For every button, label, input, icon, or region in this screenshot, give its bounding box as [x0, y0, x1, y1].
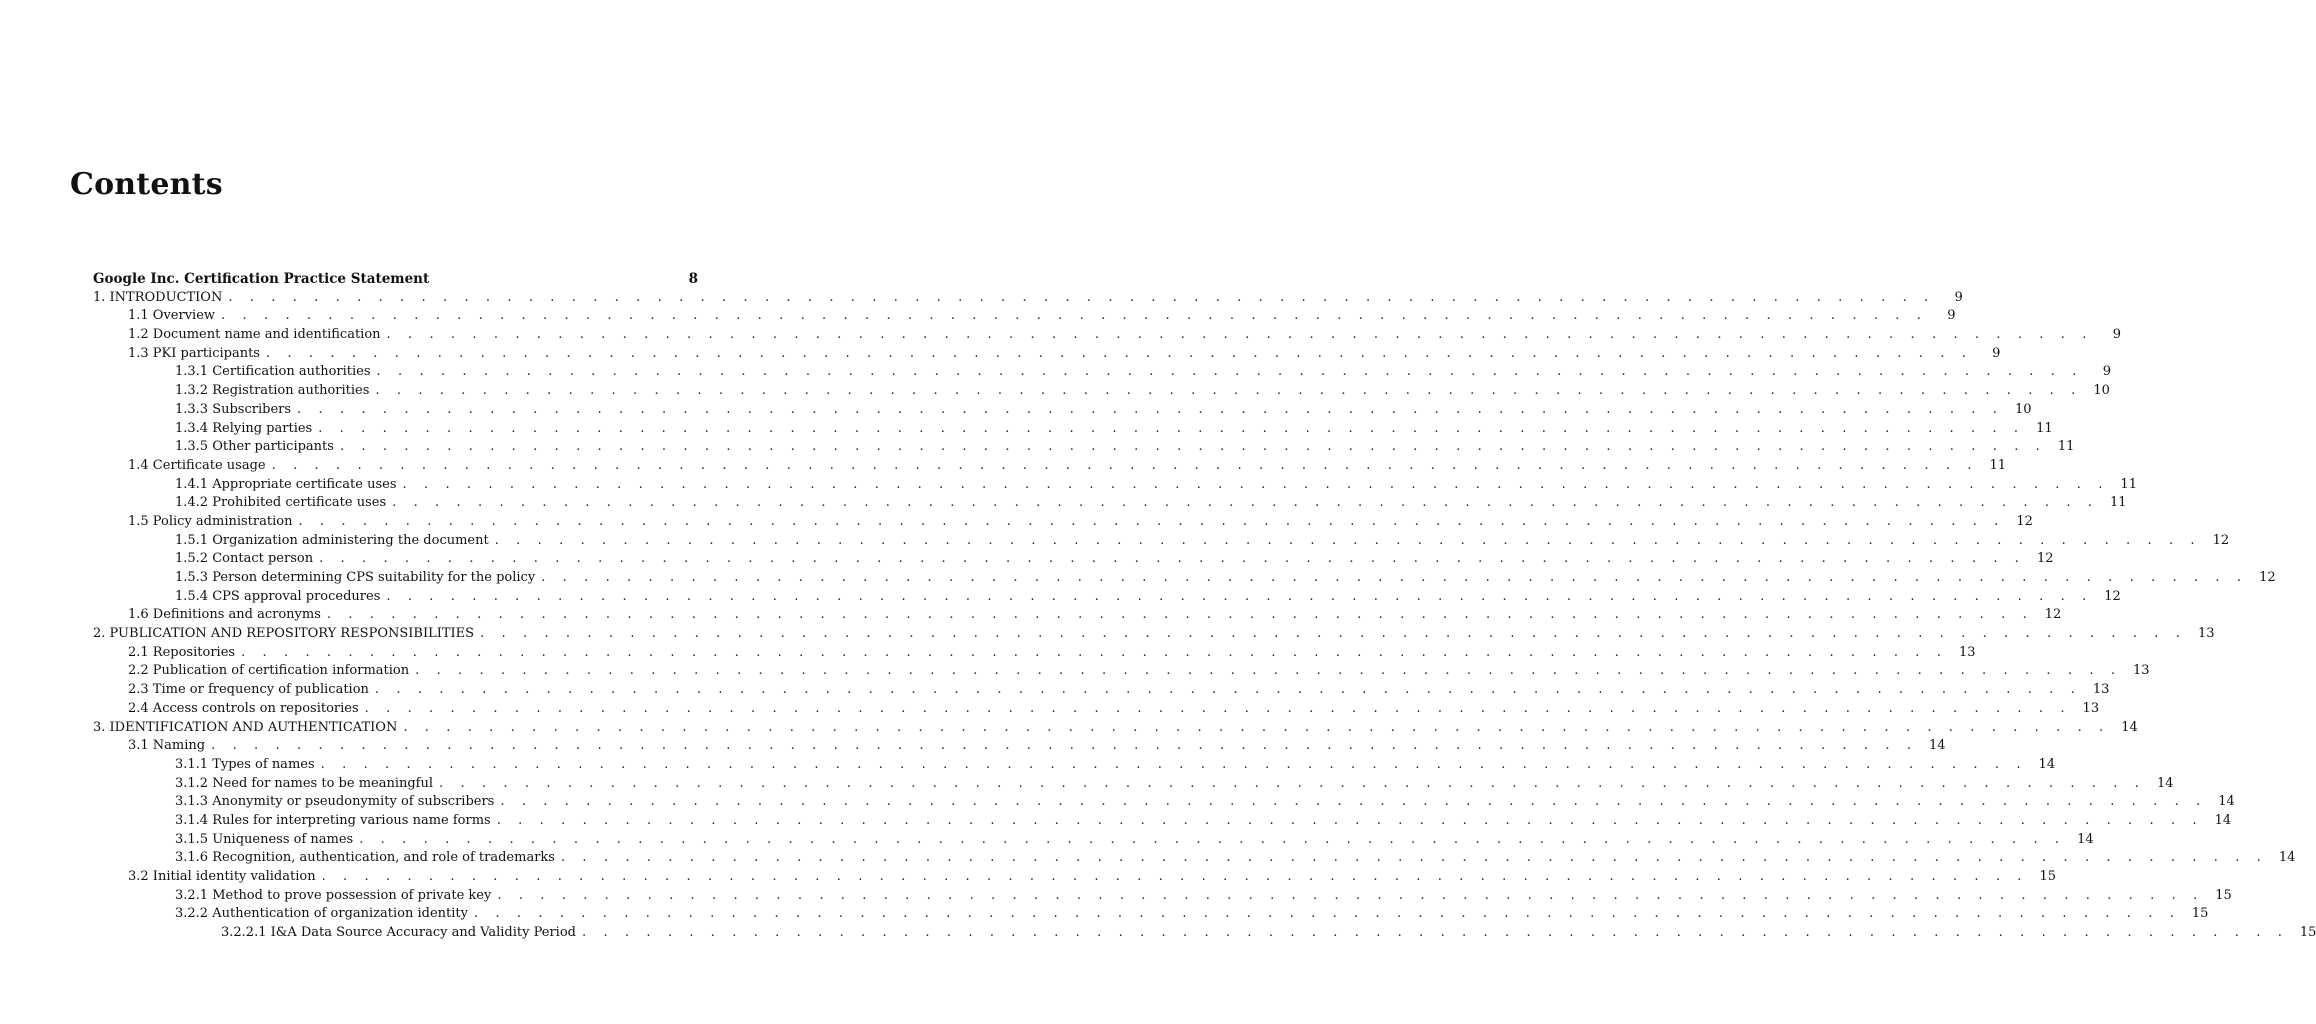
dot-leader: . . . . . . . . . . . . . . . . . . . . . . . . . . . . . . . . . . . . . . . . . . . . . . . . . . . . . . . . . . . . . . . . . . . . . . . . . . . . . . . .	[496, 812, 2204, 828]
dot-leader: . . . . . . . . . . . . . . . . . . . . . . . . . . . . . . . . . . . . . . . . . . . . . . . . . . . . . . . . . . . . . . . . . . . . . . . . . . . . . . . .	[402, 476, 2109, 492]
toc-entry-page-number: 9	[2102, 364, 2111, 380]
toc-entry-page-number: 13	[2082, 700, 2100, 716]
toc-entry-page-number: 15	[2299, 925, 2316, 941]
toc-entry-title: 1.3.3 Subscribers	[175, 401, 292, 417]
dot-leader: . . . . . . . . . . . . . . . . . . . . . . . . . . . . . . . . . . . . . . . . . . . . . . . . . . . . . . . . . . . . . . . . . . . . . . . . . . . . . . . .	[375, 383, 2082, 399]
toc-entry[interactable]	[93, 831, 2094, 850]
toc-entry[interactable]	[93, 382, 2110, 401]
toc-entry-title: 1.5 Policy administration	[128, 513, 293, 529]
toc-entry[interactable]	[93, 849, 2296, 868]
toc-entry-title: 1.3.2 Registration authorities	[175, 383, 370, 399]
dot-leader: . . . . . . . . . . . . . . . . . . . . . . . . . . . . . . . . . . . . . . . . . . . . . . . . . . . . . . . . . . . . . . . . . . . . . . . . . . . . . . . .	[228, 289, 1935, 305]
toc-entry-title: 3.2 Initial identity validation	[128, 869, 316, 884]
toc-entry-title: 1.4.2 Prohibited certificate uses	[175, 495, 387, 511]
dot-leader: . . . . . . . . . . . . . . . . . . . . . . . . . . . . . . . . . . . . . . . . . . . . . . . . . . . . . . . . . . . . . . . . . . . . . . . . . . . . . . . .	[318, 420, 2025, 436]
toc-entry[interactable]	[93, 756, 2056, 775]
toc-entry-title: 2.4 Access controls on repositories	[128, 700, 359, 716]
toc-entry-page-number: 9	[1947, 308, 1956, 324]
dot-leader: . . . . . . . . . . . . . . . . . . . . . . . . . . . . . . . . . . . . . . . . . . . . . . . . . . . . . . . . . . . . . . . . . . . . . . . . . . . . . . . .	[494, 532, 2202, 548]
dot-leader: . . . . . . . . . . . . . . . . . . . . . . . . . . . . . . . . . . . . . . . . . . . . . . . . . . . . . . . . . . . . . . . . . . . . . . . . . . . . . . . .	[359, 831, 2066, 847]
toc-entry-title: 3.1.4 Rules for interpreting various name forms	[175, 812, 491, 828]
dot-leader: . . . . . . . . . . . . . . . . . . . . . . . . . . . . . . . . . . . . . . . . . . . . . . . . . . . . . . . . . . . . . . . . . . . . . . . . . . . . . . . .	[541, 570, 2248, 585]
toc-entry-page-number: 14	[2121, 719, 2138, 735]
toc-entry[interactable]	[93, 606, 2062, 625]
toc-entry-title: 1.6 Definitions and acronyms	[128, 607, 321, 623]
toc-entry-title: 2. PUBLICATION AND REPOSITORY RESPONSIBILITIES	[93, 626, 475, 642]
toc-entry-title: 1.4.1 Appropriate certificate uses	[175, 476, 397, 492]
toc-entry-title: 1.3.1 Certification authorities	[175, 364, 371, 380]
toc-entry-title: 1.3 PKI participants	[128, 345, 260, 361]
toc-entry[interactable]	[93, 868, 2057, 887]
dot-leader: . . . . . . . . . . . . . . . . . . . . . . . . . . . . . . . . . . . . . . . . . . . . . . . . . . . . . . . . . . . . . . . . . . . . . . . . . . . . . . . .	[560, 850, 2268, 866]
dot-leader: . . . . . . . . . . . . . . . . . . . . . . . . . . . . . . . . . . . . . . . . . . . . . . . . . . . . . . . . . . . . . . . . . . . . . . . . . . . . . . . .	[364, 700, 2072, 716]
dot-leader: . . . . . . . . . . . . . . . . . . . . . . . . . . . . . . . . . . . . . . . . . . . . . . . . . . . . . . . . . . . . . . . . . . . . . . . . . . . . . . . .	[319, 551, 2026, 567]
toc-entry-title: 3.1.2 Need for names to be meaningful	[175, 775, 434, 791]
toc-entry-title: 1.5.1 Organization administering the document	[175, 532, 489, 548]
dot-leader: . . . . . . . . . . . . . . . . . . . . . . . . . . . . . . . . . . . . . . . . . . . . . . . . . . . . . . . . . . . . . . . . . . . . . . . . . . . . . . . .	[320, 756, 2028, 772]
toc-entry[interactable]	[93, 737, 1946, 756]
toc-entry-page-number: 14	[2038, 756, 2056, 772]
toc-entry-title: 1.1 Overview	[128, 308, 216, 324]
toc-entry[interactable]	[93, 345, 2001, 364]
toc-entry-page-number: 13	[2197, 626, 2215, 642]
toc-entry[interactable]	[93, 420, 2053, 439]
page-title: Contents	[70, 167, 223, 202]
toc-entry[interactable]	[93, 719, 2138, 738]
dot-leader: . . . . . . . . . . . . . . . . . . . . . . . . . . . . . . . . . . . . . . . . . . . . . . . . . . . . . . . . . . . . . . . . . . . . . . . . . . . . . . . .	[221, 308, 1928, 324]
toc-entry-page-number: 9	[1954, 289, 1963, 305]
toc-entry[interactable]	[93, 625, 2215, 644]
toc-entry[interactable]	[93, 307, 1956, 326]
toc-entry[interactable]	[93, 588, 2121, 607]
toc-entry[interactable]	[93, 401, 2032, 420]
toc-entry-title: 3.1.1 Types of names	[175, 756, 315, 772]
dot-leader: . . . . . . . . . . . . . . . . . . . . . . . . . . . . . . . . . . . . . . . . . . . . . . . . . . . . . . . . . . . . . . . . . . . . . . . . . . . . . . . .	[480, 626, 2187, 642]
toc-entry-page-number: 14	[1929, 738, 1946, 754]
toc-entry-page-number: 13	[2133, 663, 2150, 679]
toc-entry[interactable]	[93, 289, 1963, 308]
toc-entry[interactable]	[93, 681, 2110, 700]
toc-entry-title: 3.1.5 Uniqueness of names	[175, 831, 354, 847]
toc-entry-title: 1.3.4 Relying parties	[175, 420, 313, 436]
toc-entry[interactable]	[93, 924, 2316, 943]
toc-entry-title: 1.5.2 Contact person	[175, 551, 314, 567]
toc-entry-title: 3.2.1 Method to prove possession of private key	[175, 887, 492, 903]
toc-entry-title: 1.4 Certificate usage	[128, 457, 266, 473]
toc-entry-title: 3.2.2 Authentication of organization identity	[175, 906, 468, 922]
toc-entry[interactable]	[93, 700, 2100, 719]
toc-entry-page-number: 12	[2104, 588, 2121, 604]
toc-entry[interactable]	[93, 644, 1976, 663]
toc-entry-title: 2.2 Publication of certification information	[128, 663, 410, 679]
toc-entry-page-number: 9	[2112, 327, 2121, 343]
toc-entry[interactable]	[93, 569, 2276, 588]
toc-entry-page-number: 14	[2156, 775, 2174, 791]
toc-entry-title: 1.3.5 Other participants	[175, 439, 334, 455]
toc-entry-title: 2.1 Repositories	[128, 644, 236, 660]
dot-leader: . . . . . . . . . . . . . . . . . . . . . . . . . . . . . . . . . . . . . . . . . . . . . . . . . . . . . . . . . . . . . . . . . . . . . . . . . . . . . . . .	[265, 345, 1973, 361]
toc-entry-page-number: 15	[2215, 887, 2232, 903]
toc-entry-page-number: 13	[1958, 644, 1976, 660]
toc-entry[interactable]	[93, 494, 2127, 513]
toc-entry-title: 1.5.3 Person determining CPS suitability for the policy	[175, 570, 536, 585]
dot-leader: . . . . . . . . . . . . . . . . . . . . . . . . . . . . . . . . . . . . . . . . . . . . . . . . . . . . . . . . . . . . . . . . . . . . . . . . . . . . . . . .	[497, 887, 2204, 903]
dot-leader: . . . . . . . . . . . . . . . . . . . . . . . . . . . . . . . . . . . . . . . . . . . . . . . . . . . . . . . . . . . . . . . . . . . . . . . . . . . . . . . .	[392, 495, 2099, 511]
toc-entry-page-number: 11	[2036, 420, 2053, 436]
toc-entry[interactable]	[93, 793, 2235, 812]
dot-leader: . . . . . . . . . . . . . . . . . . . . . . . . . . . . . . . . . . . . . . . . . . . . . . . . . . . . . . . . . . . . . . . . . . . . . . . . . . . . . . . .	[211, 738, 1918, 754]
toc-entry-page-number: 14	[2077, 831, 2094, 847]
toc-entry-page-number: 10	[2093, 383, 2110, 399]
dot-leader: . . . . . . . . . . . . . . . . . . . . . . . . . . . . . . . . . . . . . . . . . . . . . . . . . . . . . . . . . . . . . . . . . . . . . . . . . . . . . . . .	[473, 906, 2181, 922]
dot-leader: . . . . . . . . . . . . . . . . . . . . . . . . . . . . . . . . . . . . . . . . . . . . . . . . . . . . . . . . . . . . . . . . . . . . . . . . . . . . . . . .	[271, 457, 1979, 473]
toc-entry-title: 3.1.3 Anonymity or pseudonymity of subscribers	[175, 794, 495, 810]
toc-entry[interactable]	[93, 363, 2111, 382]
dot-leader: . . . . . . . . . . . . . . . . . . . . . . . . . . . . . . . . . . . . . . . . . . . . . . . . . . . . . . . . . . . . . . . . . . . . . . . . . . . . . . . .	[241, 644, 1948, 660]
dot-leader: . . . . . . . . . . . . . . . . . . . . . . . . . . . . . . . . . . . . . . . . . . . . . . . . . . . . . . . . . . . . . . . . . . . . . . . . . . . . . . . .	[326, 607, 2034, 623]
dot-leader: . . . . . . . . . . . . . . . . . . . . . . . . . . . . . . . . . . . . . . . . . . . . . . . . . . . . . . . . . . . . . . . . . . . . . . . . . . . . . . . .	[297, 401, 2004, 417]
toc-entry-title: 3. IDENTIFICATION AND AUTHENTICATION	[93, 719, 398, 735]
toc-entry[interactable]	[93, 532, 2230, 551]
dot-leader: . . . . . . . . . . . . . . . . . . . . . . . . . . . . . . . . . . . . . . . . . . . . . . . . . . . . . . . . . . . . . . . . . . . . . . . . . . . . . . . .	[415, 663, 2122, 679]
toc-entry[interactable]	[93, 905, 2209, 924]
toc-entry[interactable]	[93, 438, 2075, 457]
dot-leader: . . . . . . . . . . . . . . . . . . . . . . . . . . . . . . . . . . . . . . . . . . . . . . . . . . . . . . . . . . . . . . . . . . . . . . . . . . . . . . . .	[439, 775, 2146, 791]
toc-entry-page-number: 12	[2044, 607, 2062, 623]
toc-entry-title: 1.5.4 CPS approval procedures	[175, 588, 381, 604]
toc-entry-title: 3.1.6 Recognition, authentication, and role of trademarks	[175, 850, 555, 866]
toc-entry-page-number: 13	[2092, 682, 2110, 698]
toc-entry[interactable]	[93, 270, 698, 289]
dot-leader: . . . . . . . . . . . . . . . . . . . . . . . . . . . . . . . . . . . . . . . . . . . . . . . . . . . . . . . . . . . . . . . . . . . . . . . . . . . . . . . .	[376, 364, 2083, 380]
toc-entry-page-number: 15	[2039, 869, 2057, 884]
dot-leader: . . . . . . . . . . . . . . . . . . . . . . . . . . . . . . . . . . . . . . . . . . . . . . . . . . . . . . . . . . . . . . . . . . . . . . . . . . . . . . . .	[403, 719, 2110, 735]
toc-entry[interactable]	[93, 662, 2150, 681]
toc-entry[interactable]	[93, 476, 2137, 495]
toc-entry[interactable]	[93, 326, 2121, 345]
toc-entry-title: 3.1 Naming	[128, 738, 206, 754]
toc-entry-page-number: 12	[2212, 532, 2230, 548]
dot-leader: . . . . . . . . . . . . . . . . . . . . . . . . . . . . . . . . . . . . . . . . . . . . . . . . . . . . . . . . . . . . . . . . . . . . . . . . . . . . . . . .	[321, 869, 2029, 884]
toc-entry-page-number: 14	[2218, 794, 2235, 810]
dot-leader: . . . . . . . . . . . . . . . . . . . . . . . . . . . . . . . . . . . . . . . . . . . . . . . . . . . . . . . . . . . . . . . . . . . . . . . . . . . . . . . .	[374, 682, 2082, 698]
toc-entry-page-number: 11	[2110, 495, 2127, 511]
dot-leader: . . . . . . . . . . . . . . . . . . . . . . . . . . . . . . . . . . . . . . . . . . . . . . . . . . . . . . . . . . . . . . . . . . . . . . . . . . . . . . . .	[298, 513, 2005, 529]
toc-entry-page-number: 15	[2191, 906, 2209, 922]
toc-entry-page-number: 11	[2120, 476, 2137, 492]
toc-entry-page-number: 12	[2259, 570, 2276, 585]
toc-entry-page-number: 14	[2278, 850, 2296, 866]
dot-leader: . . . . . . . . . . . . . . . . . . . . . . . . . . . . . . . . . . . . . . . . . . . . . . . . . . . . . . . . . . . . . . . . . . . . . . . . . . . . . . . .	[386, 588, 2093, 604]
dot-leader: . . . . . . . . . . . . . . . . . . . . . . . . . . . . . . . . . . . . . . . . . . . . . . . . . . . . . . . . . . . . . . . . . . . . . . . . . . . . . . . .	[386, 327, 2093, 343]
toc-entry-page-number: 12	[2016, 513, 2033, 529]
dot-leader: . . . . . . . . . . . . . . . . . . . . . . . . . . . . . . . . . . . . . . . . . . . . . . . . . . . . . . . . . . . . . . . . . . . . . . . . . . . . . . . .	[339, 439, 2047, 455]
toc-entry-page-number: 8	[688, 271, 698, 287]
toc-entry[interactable]	[93, 775, 2174, 794]
toc-entry-page-number: 14	[2214, 812, 2232, 828]
toc-entry-title: 3.2.2.1 I&A Data Source Accuracy and Validity Period	[221, 925, 576, 941]
table-of-contents	[93, 270, 2316, 943]
toc-entry-page-number: 10	[2014, 401, 2032, 417]
toc-entry-page-number: 12	[2036, 551, 2054, 567]
toc-entry-page-number: 9	[1992, 345, 2001, 361]
dot-leader: . . . . . . . . . . . . . . . . . . . . . . . . . . . . . . . . . . . . . . . . . . . . . . . . . . . . . . . . . . . . . . . . . . . . . . . . . . . . . . . .	[582, 925, 2289, 941]
toc-entry-page-number: 11	[2057, 439, 2075, 455]
dot-leader: . . . . . . . . . . . . . . . . . . . . . . . . . . . . . . . . . . . . . . . . . . . . . . . . . . . . . . . . . . . . . . . . . . . . . . . . . . . . . . . .	[500, 794, 2207, 810]
toc-entry-title: 1.2 Document name and identification	[128, 327, 381, 343]
toc-entry-title: 1. INTRODUCTION	[93, 289, 223, 305]
toc-entry[interactable]	[93, 812, 2232, 831]
toc-entry-title: 2.3 Time or frequency of publication	[128, 682, 369, 698]
toc-entry-title: Google Inc. Certification Practice Statement	[93, 271, 430, 287]
toc-entry[interactable]	[93, 887, 2232, 906]
toc-entry-page-number: 11	[1989, 457, 2007, 473]
toc-entry[interactable]	[93, 513, 2033, 532]
toc-entry[interactable]	[93, 457, 2007, 476]
toc-entry[interactable]	[93, 550, 2054, 569]
